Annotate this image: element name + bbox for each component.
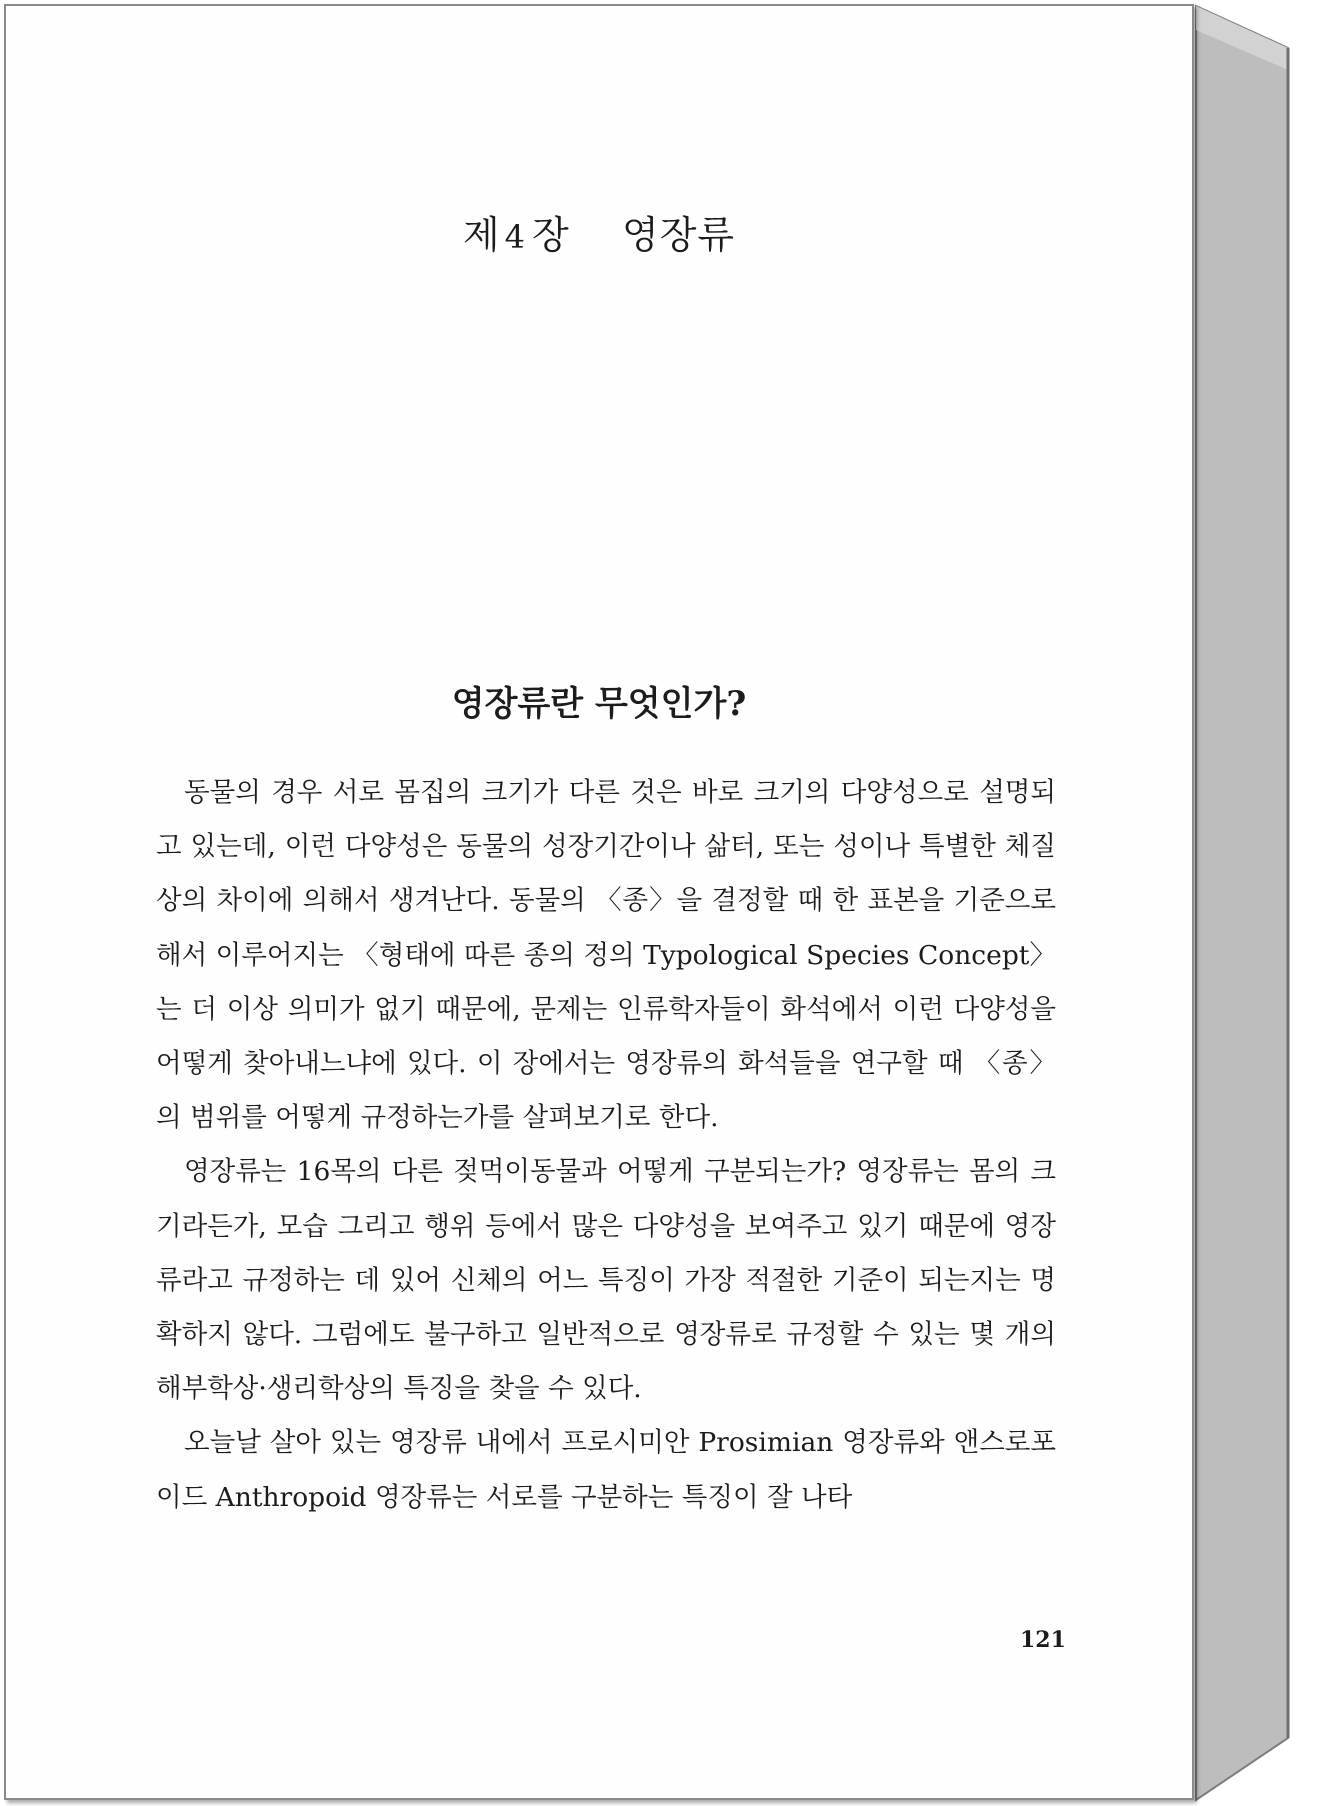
- chapter-label-prefix: 제: [462, 213, 501, 257]
- chapter-title: 영장류: [622, 213, 736, 257]
- chapter-heading: [6, 204, 1192, 259]
- paragraph-1: 동물의 경우 서로 몸집의 크기가 다른 것은 바로 크기의 다양성으로 설명되고 있는데, 이런 다양성은 동물의 성장기간이나 삶터, 또는 성이나 특별한 체질상의 차이에 의해서 생겨난다. 동물의 〈종〉을 결정할 때 한 표본을 기준으로 해서 이루어지는 〈형태에 따른 종의 정의 Typological Species Concept〉는 더 이상 의미가 없기 때문에, 문제는 인류학자들이 화석에서 이런 다양성을 어떻게 찾아내느냐에 있다. 이 장에서는 영장류의 화석들을 연구할 때 〈종〉의 범위를 어떻게 규정하는가를 살펴보기로 한다.: [156, 777, 1056, 1134]
- paragraph-2: 영장류는 16목의 다른 젖먹이동물과 어떻게 구분되는가? 영장류는 몸의 크기라든가, 모습 그리고 행위 등에서 많은 다양성을 보여주고 있기 때문에 영장류라고 규정하는 데 있어 신체의 어느 특징이 가장 적절한 기준이 되는지는 명확하지 않다. 그럼에도 불구하고 일반적으로 영장류로 규정할 수 있는 몇 개의 해부학상·생리학상의 특징을 찾을 수 있다.: [156, 1156, 1056, 1405]
- book-side-face: [1196, 6, 1288, 1800]
- section-title: 영장류란 무엇인가?: [451, 684, 747, 724]
- book-page: [4, 4, 1194, 1800]
- chapter-label-suffix: 장: [531, 213, 570, 257]
- chapter-number: 4: [504, 218, 526, 256]
- body-text: [156, 766, 1056, 1525]
- page-number: 121: [1020, 1627, 1066, 1653]
- paragraph-3: 오늘날 살아 있는 영장류 내에서 프로시미안 Prosimian 영장류와 앤스로포이드 Anthropoid 영장류는 서로를 구분하는 특징이 잘 나타: [156, 1427, 1056, 1513]
